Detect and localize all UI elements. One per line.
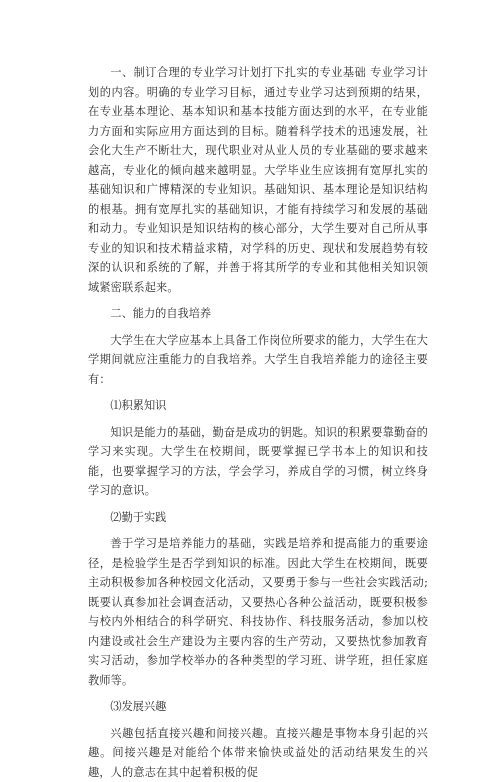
paragraph-accumulate-knowledge: 知识是能力的基础，勤奋是成功的钥匙。知识的积累要靠勤奋的学习来实现。大学生在校期间，既要掌握已学书本上的知识和技能，也要掌握学习的方法，学会学习，养成自学的习惯，树立终身学习的意识。 xyxy=(88,423,428,501)
spacer xyxy=(88,297,428,304)
subheading-practice: ⑵勤于实践 xyxy=(88,508,428,528)
spacer xyxy=(88,527,428,534)
spacer xyxy=(88,501,428,508)
spacer xyxy=(88,717,428,724)
subheading-accumulate-knowledge: ⑴积累知识 xyxy=(88,396,428,416)
subheading-interest: ⑶发展兴趣 xyxy=(88,697,428,717)
paragraph-interest: 兴趣包括直接兴趣和间接兴趣。直接兴趣是事物本身引起的兴趣。间接兴趣是对能给个体带来愉快或益处的活动结果发生的兴趣，人的意志在其中起着积极的促 xyxy=(88,724,428,782)
section-heading-ability: 二、能力的自我培养 xyxy=(88,304,428,324)
spacer xyxy=(88,416,428,423)
paragraph-ability-intro: 大学生在大学应基本上具备工作岗位所要求的能力，大学生在大学期间就应注重能力的自我培养。大学生自我培养能力的途径主要有： xyxy=(88,331,428,390)
spacer xyxy=(88,690,428,697)
spacer xyxy=(88,324,428,331)
document-body xyxy=(88,63,428,782)
paragraph-practice: 善于学习是培养能力的基础，实践是培养和提高能力的重要途径，是检验学生是否学到知识的标准。因此大学生在校期间，既要主动积极参加各种校园文化活动，又要勇于参与一些社会实践活动;既要认真参加社会调查活动，又要热心各种公益活动，既要积极参与校内外相结合的科学研究、科技协作、科技服务活动，参加以校内建设或社会生产建设为主要内容的生产劳动，又要热忱参加教育实习活动，参加学校举办的各种类型的学习班、讲学班，担任家庭教师等。 xyxy=(88,534,428,690)
paragraph-study-plan: 一、制订合理的专业学习计划打下扎实的专业基础 专业学习计划的内容。明确的专业学习目标，通过专业学习达到预期的结果，在专业基本理论、基本知识和基本技能方面达到的水平，在专业能力方面和实际应用方面达到的目标。随着科学技术的迅速发展，社会化大生产不断壮大，现代职业对从业人员的专业基础的要求越来越高，专业化的倾向越来越明显。大学毕业生应该拥有宽厚扎实的基础知识和广博精深的专业知识。基础知识、基本理论是知识结构的根基。拥有宽厚扎实的基础知识，才能有持续学习和发展的基础和动力。专业知识是知识结构的核心部分，大学生要对自己所从事专业的知识和技术精益求精，对学科的历史、现状和发展趋势有较深的认识和系统的了解，并善于将其所学的专业和其他相关知识领域紧密联系起来。 xyxy=(88,63,428,297)
spacer xyxy=(88,389,428,396)
